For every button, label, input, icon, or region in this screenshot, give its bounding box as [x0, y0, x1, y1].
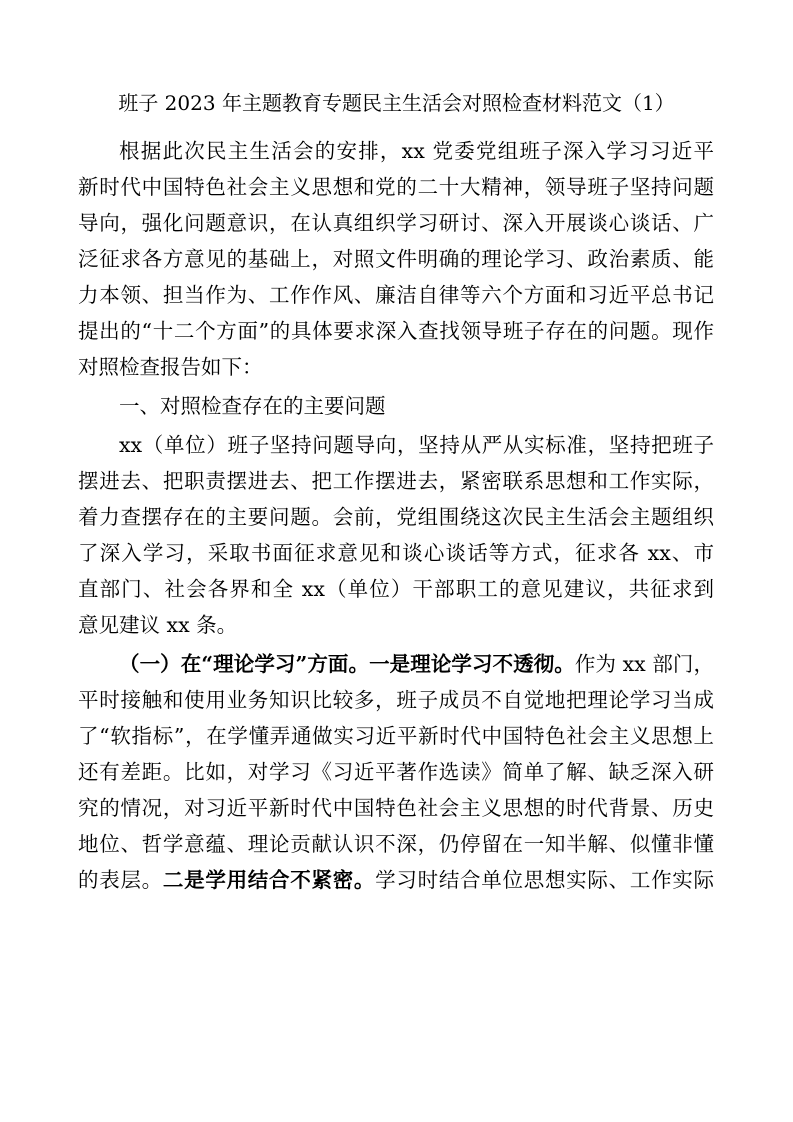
intro-line-3: 导向，强化问题意识，在认真组织学习研讨、深入开展谈心谈话、广 — [78, 211, 714, 235]
section-line-5: 直部门、社会各界和全 xx（单位）干部职工的意见建议，共征求到 — [78, 577, 714, 601]
subsection-line-4: 还有差距。比如，对学习《习近平著作选读》简单了解、缺乏深入研 — [78, 760, 714, 784]
intro-line-2: 新时代中国特色社会主义思想和党的二十大精神，领导班子坚持问题 — [78, 175, 714, 199]
intro-line-4: 泛征求各方意见的基础上，对照文件明确的理论学习、政治素质、能 — [78, 247, 714, 271]
subsection-line-5: 究的情况，对习近平新时代中国特色社会主义思想的时代背景、历史 — [78, 796, 714, 820]
subsection-line-6: 地位、哲学意蕴、理论贡献认识不深，仍停留在一知半解、似懂非懂 — [78, 832, 714, 856]
subsection-line-3: 了“软指标”，在学懂弄通做实习近平新时代中国特色社会主义思想上 — [78, 724, 714, 748]
document-title: 班子 2023 年主题教育专题民主生活会对照检查材料范文（1） — [118, 91, 675, 115]
subsection-point-two: 二是学用结合不紧密。 — [162, 868, 376, 892]
subsection-line-1 — [119, 646, 714, 682]
section-heading: 一、对照检查存在的主要问题 — [119, 394, 386, 418]
subsection-line-7-rest: 学习时结合单位思想实际、工作实际 — [375, 868, 715, 892]
intro-line-1: 根据此次民主生活会的安排，xx 党委党组班子深入学习习近平 — [119, 139, 714, 163]
section-line-2: 摆进去、把职责摆进去、把工作摆进去，紧密联系思想和工作实际， — [78, 469, 714, 493]
subsection-line-7 — [78, 862, 714, 898]
intro-line-7: 对照检查报告如下： — [78, 355, 263, 379]
section-line-6: 意见建议 xx 条。 — [78, 613, 238, 637]
section-line-1: xx（单位）班子坚持问题导向，坚持从严从实标准，坚持把班子 — [119, 433, 714, 457]
intro-line-5: 力本领、担当作为、工作作风、廉洁自律等六个方面和习近平总书记 — [78, 283, 714, 307]
subsection-heading: （一）在“理论学习”方面。一是理论学习不透彻。 — [119, 652, 575, 676]
section-line-3: 着力查摆存在的主要问题。会前，党组围绕这次民主生活会主题组织 — [78, 505, 714, 529]
intro-line-6: 提出的“十二个方面”的具体要求深入查找领导班子存在的问题。现作 — [78, 319, 714, 343]
subsection-line-7-start: 的表层。 — [78, 868, 163, 892]
subsection-line-1-rest: 作为 xx 部门， — [574, 652, 714, 676]
subsection-line-2: 平时接触和使用业务知识比较多，班子成员不自觉地把理论学习当成 — [78, 688, 714, 712]
section-line-4: 了深入学习，采取书面征求意见和谈心谈话等方式，征求各 xx、市 — [78, 541, 714, 565]
